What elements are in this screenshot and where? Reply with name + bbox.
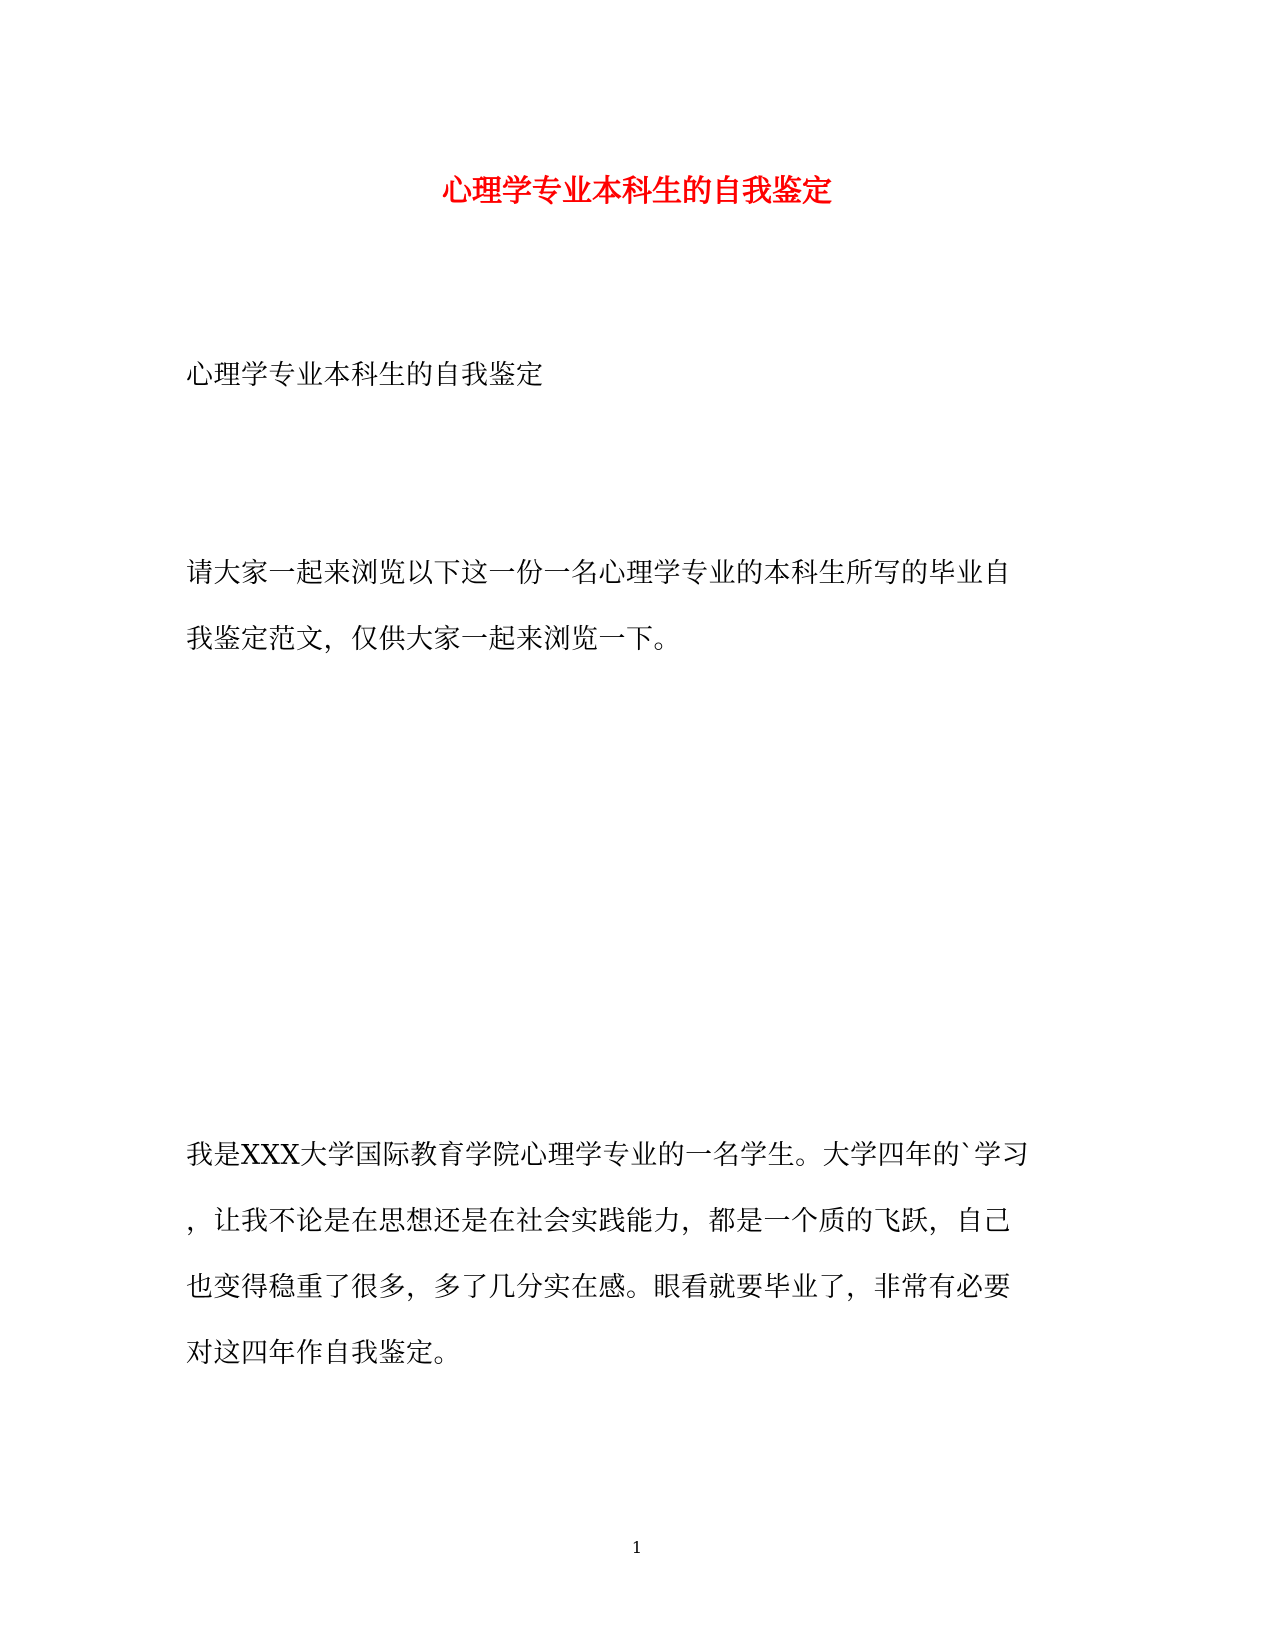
page-number: 1 xyxy=(631,1538,643,1557)
intro-line: 请大家一起来浏览以下这一份一名心理学专业的本科生所写的毕业自 xyxy=(186,558,1011,589)
body-line: 对这四年作自我鉴定。 xyxy=(186,1338,461,1369)
document-subtitle xyxy=(186,358,1066,394)
subtitle-line: 心理学专业本科生的自我鉴定 xyxy=(186,360,544,391)
body-line: 我是XXX大学国际教育学院心理学专业的一名学生。大学四年的`学习 xyxy=(186,1140,1030,1171)
body-line: 也变得稳重了很多，多了几分实在感。眼看就要毕业了，非常有必要 xyxy=(186,1272,1011,1303)
body-paragraph xyxy=(186,1138,1066,1372)
intro-paragraph xyxy=(186,556,1066,658)
intro-line: 我鉴定范文，仅供大家一起来浏览一下。 xyxy=(186,624,681,655)
body-line: ，让我不论是在思想还是在社会实践能力，都是一个质的飞跃，自己 xyxy=(186,1206,1011,1237)
document-title: 心理学专业本科生的自我鉴定 xyxy=(442,174,832,209)
